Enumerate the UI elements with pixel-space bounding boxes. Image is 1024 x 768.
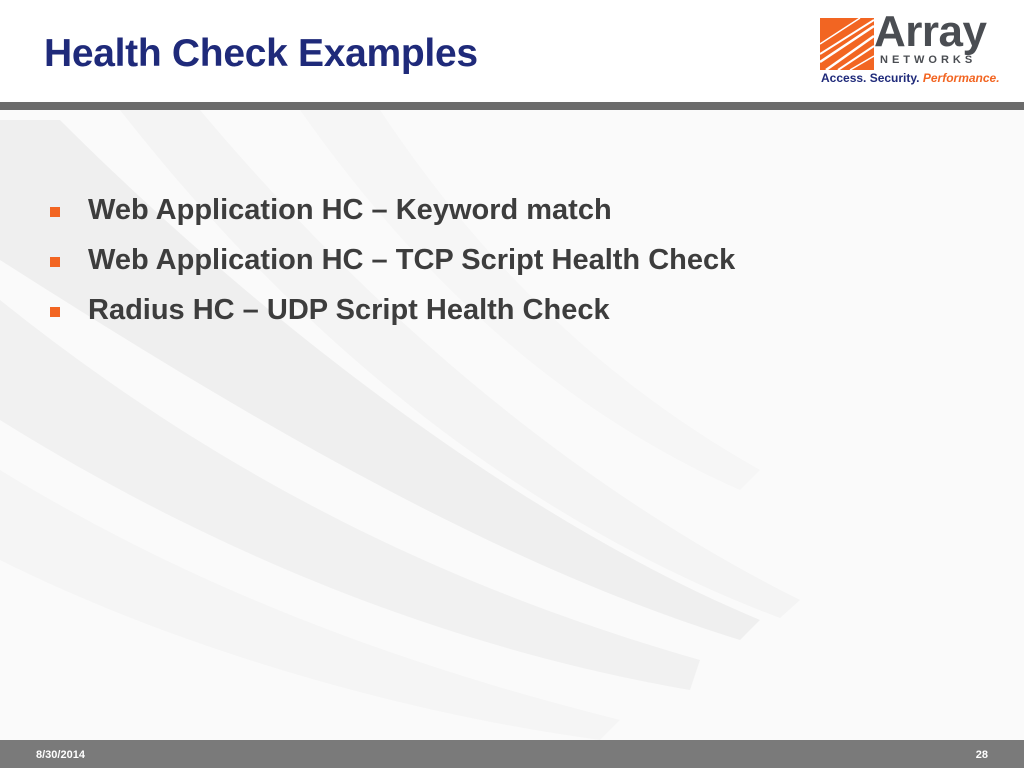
bullet-text: Web Application HC – Keyword match	[88, 194, 612, 226]
logo-wordmark: Array	[874, 7, 987, 56]
square-bullet-icon	[50, 207, 60, 217]
bullet-item	[48, 292, 735, 328]
bullet-text: Radius HC – UDP Script Health Check	[88, 294, 610, 326]
bullet-list	[48, 192, 735, 342]
logo-tagline	[821, 71, 1000, 85]
bullet-item	[48, 242, 735, 278]
logo-tagline-prefix: Access. Security.	[821, 71, 923, 85]
array-networks-logo	[818, 7, 1004, 90]
bullet-text: Web Application HC – TCP Script Health Check	[88, 244, 736, 276]
logo-subtitle: NETWORKS	[880, 54, 977, 66]
header-divider	[0, 102, 1024, 110]
footer-date: 8/30/2014	[36, 749, 85, 761]
logo-tagline-accent: Performance.	[922, 71, 1000, 85]
footer-bar	[0, 740, 1024, 768]
logo-mark-icon	[820, 18, 874, 70]
square-bullet-icon	[50, 307, 60, 317]
page-number: 28	[975, 749, 988, 761]
bullet-item	[48, 192, 735, 228]
square-bullet-icon	[50, 257, 60, 267]
slide-title: Health Check Examples	[44, 32, 478, 75]
